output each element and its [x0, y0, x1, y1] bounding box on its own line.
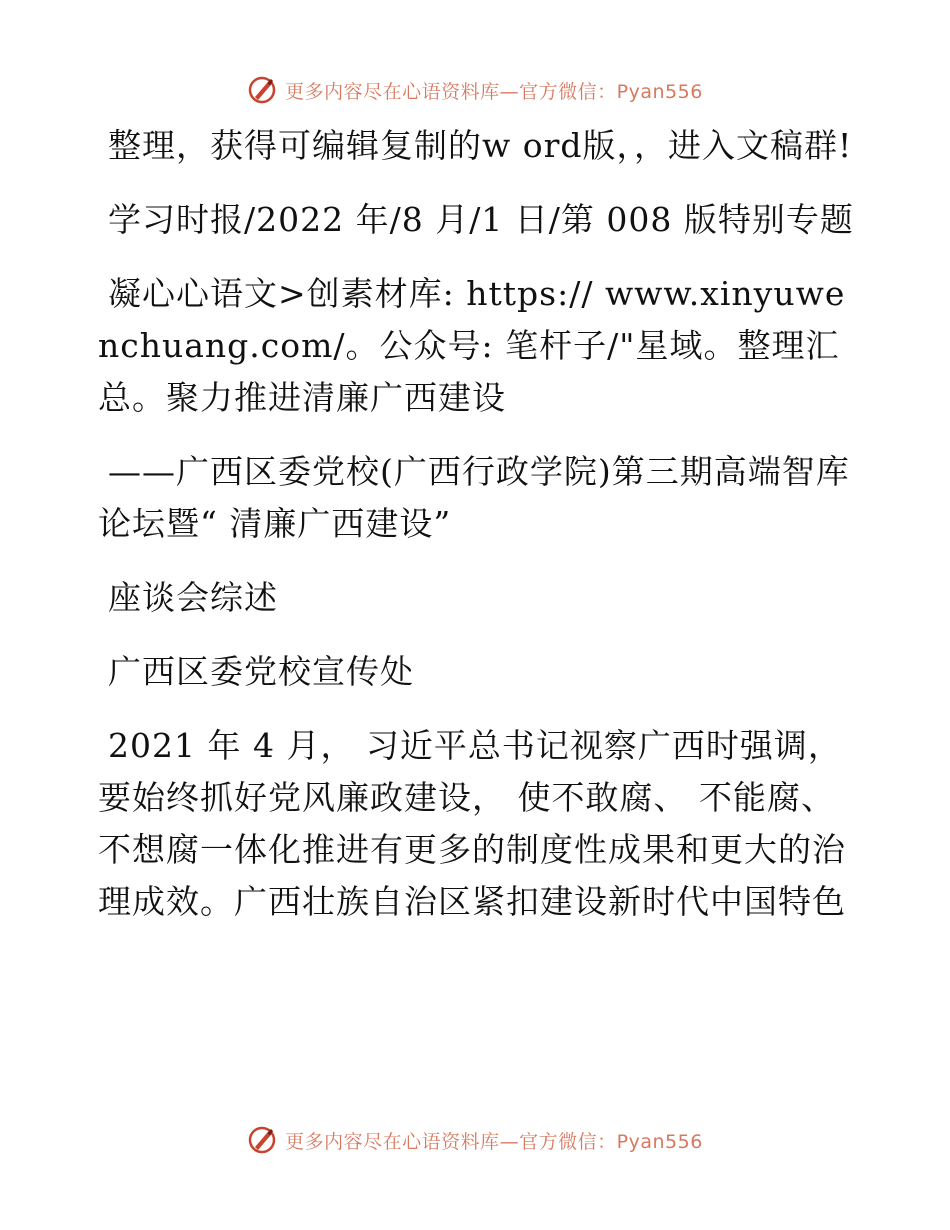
paragraph-subtitle: 座谈会综述: [108, 578, 278, 617]
paragraph-title: ——广西区委党校(广西行政学院)第三期高端智库论坛暨“ 清廉广西建设”: [98, 452, 850, 543]
document-body: [98, 120, 858, 950]
header-banner: [0, 70, 950, 110]
footer-banner: [0, 1120, 950, 1160]
paragraph-author: 广西区委党校宣传处: [108, 652, 414, 691]
header-banner-text: 更多内容尽在心语资料库—官方微信：Pyan556: [285, 80, 703, 103]
paragraph-source: 学习时报/2022 年/8 月/1 日/第 008 版特别专题: [108, 200, 854, 239]
paragraph-website: 凝心心语文>创素材库: https:// www.xinyuwenchuang.com/。公众号: 笔杆子/"星域。整理汇总。聚力推进清廉广西建设: [98, 274, 846, 417]
footer-banner-text: 更多内容尽在心语资料库—官方微信：Pyan556: [285, 1130, 703, 1153]
paragraph-intro: 整理，获得可编辑复制的w ord版，，进入文稿群!: [108, 126, 853, 165]
pen-logo-icon: [247, 1125, 277, 1155]
paragraph-body: 2021 年 4 月， 习近平总书记视察广西时强调，要始终抓好党风廉政建设， 使不敢腐、 不能腐、不想腐一体化推进有更多的制度性成果和更大的治理成效。广西壮族自治区紧扣建设新时代中国特色: [98, 726, 846, 921]
pen-logo-icon: [247, 75, 277, 105]
